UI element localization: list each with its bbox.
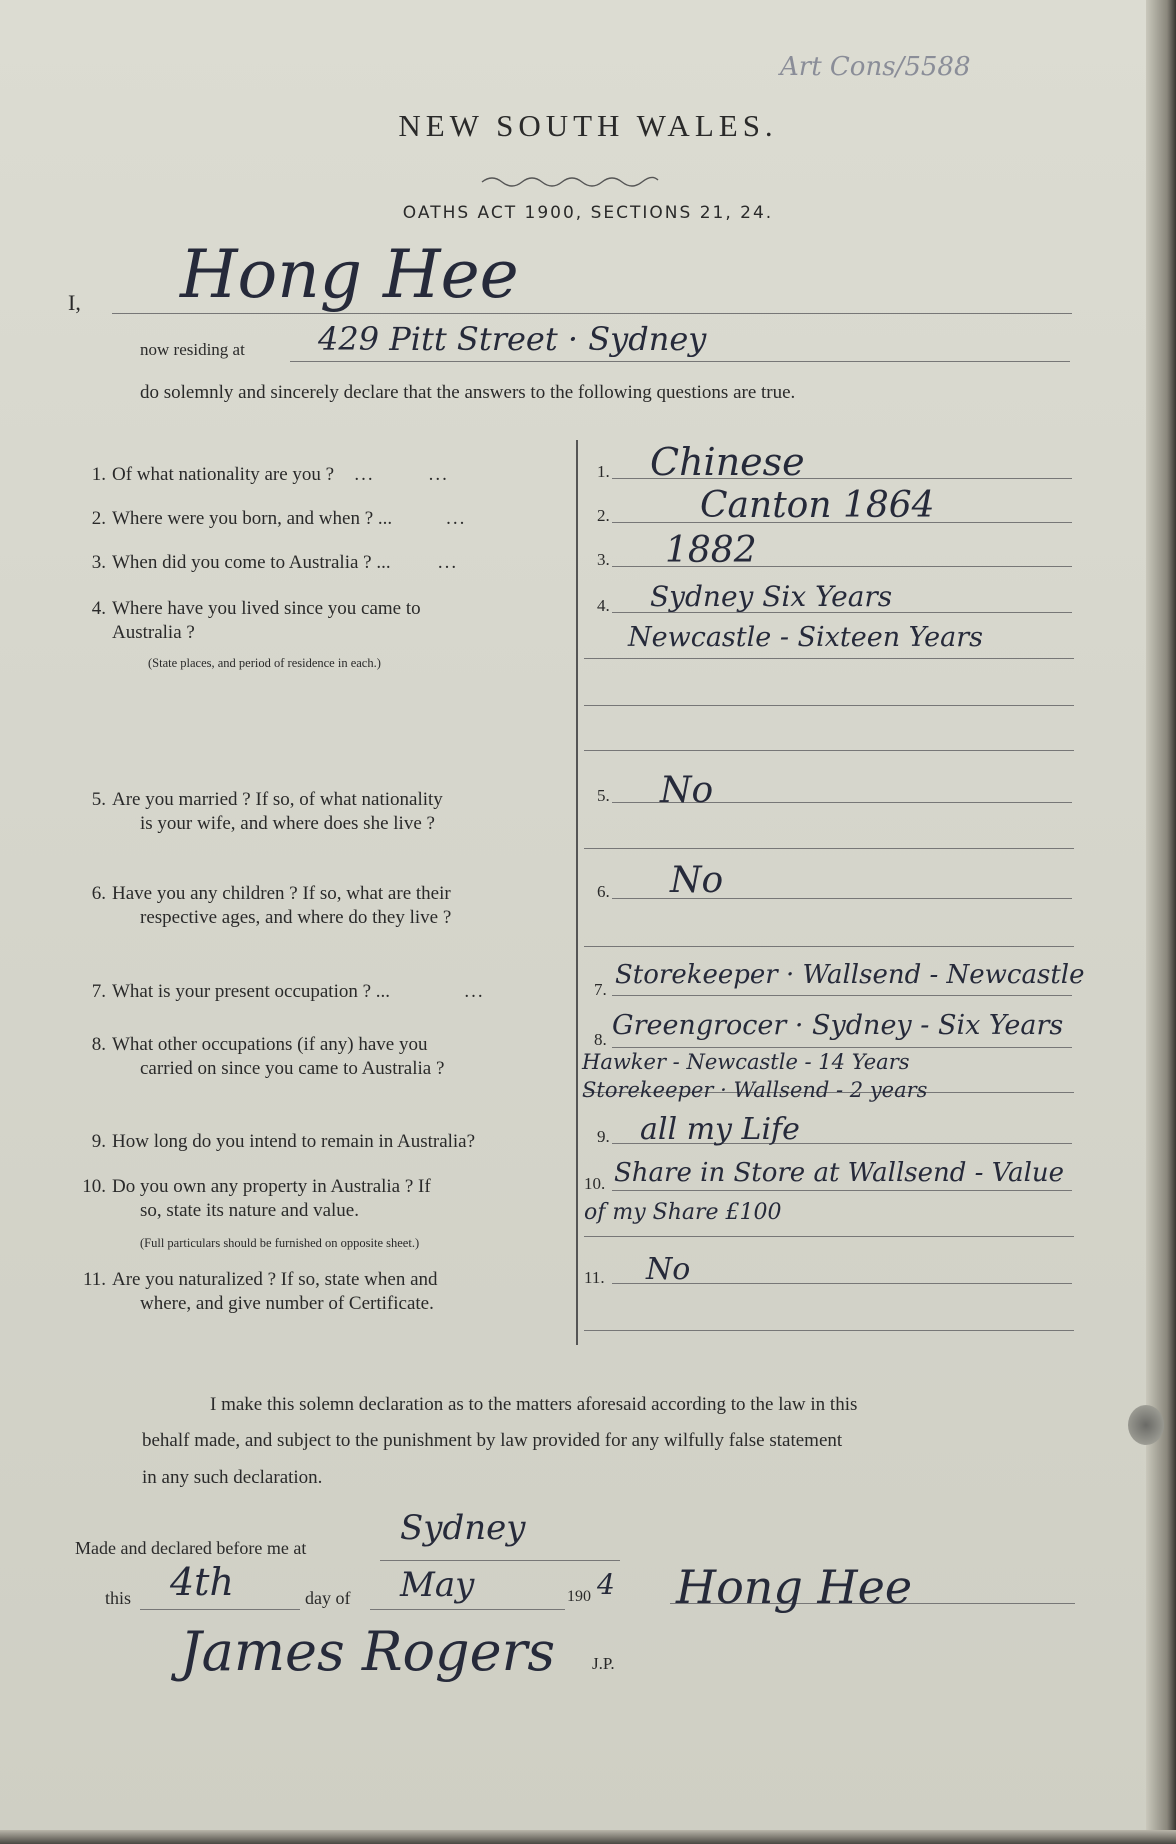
residence-value: 429 Pitt Street · Sydney [318, 320, 707, 358]
answer-7: Storekeeper · Wallsend - Newcastle [615, 960, 1085, 990]
question-9: 9. How long do you intend to remain in Australia? [91, 1131, 476, 1152]
answer-num-11: 11. [584, 1268, 605, 1287]
binding-hole [1128, 1405, 1164, 1445]
answer-line [584, 1236, 1074, 1237]
name-line [112, 313, 1072, 314]
question-8: 8. What other occupations (if any) have you carried on since you came to Australia ? [91, 1034, 445, 1079]
answer-11: No [646, 1252, 691, 1287]
subtitle: OATHS ACT 1900, SECTIONS 21, 24. [402, 203, 774, 223]
answer-line [612, 1047, 1072, 1048]
answer-9: all my Life [640, 1112, 800, 1147]
question-7: 7. What is your present occupation ? ... ... [91, 981, 485, 1002]
place-line [380, 1560, 620, 1561]
made-place: Sydney [400, 1508, 526, 1548]
answer-num-2: 2. [597, 506, 610, 525]
reference-note: Art Cons/5588 [780, 52, 971, 82]
made-day: 4th [170, 1560, 234, 1604]
column-divider [576, 440, 578, 1345]
answer-8-line-2: Hawker - Newcastle - 14 Years [582, 1050, 910, 1074]
answer-num-7: 7. [594, 980, 607, 999]
question-5: 5. Are you married ? If so, of what nationality is your wife, and where does she live ? [91, 789, 443, 834]
paper-bottom-edge [0, 1830, 1176, 1844]
jp-signature: James Rogers [180, 1620, 556, 1683]
declarant-name: Hong Hee [180, 236, 519, 313]
answer-10-line-1: Share in Store at Wallsend - Value [614, 1158, 1065, 1188]
question-1: 1. Of what nationality are you ? ... ... [91, 464, 449, 485]
made-label: Made and declared before me at [75, 1538, 307, 1558]
answer-8-line-1: Greengrocer · Sydney - Six Years [612, 1010, 1064, 1041]
answer-line [584, 750, 1074, 751]
answer-6: No [670, 860, 724, 901]
day-line [140, 1609, 300, 1610]
question-10: 10. Do you own any property in Australia ? If so, state its nature and value. (Full particulars should be furnished on opposite sheet.) [82, 1176, 431, 1250]
residence-label: now residing at [140, 340, 245, 359]
answer-num-3: 3. [597, 550, 610, 569]
answer-num-9: 9. [597, 1127, 610, 1146]
answer-line [612, 995, 1072, 996]
answer-num-5: 5. [597, 786, 610, 805]
answer-num-1: 1. [597, 462, 610, 481]
answer-line [612, 1190, 1072, 1191]
residence-line [290, 361, 1070, 362]
year-prefix: 190 [567, 1588, 591, 1605]
question-3: 3. When did you come to Australia ? ... ... [91, 552, 459, 573]
made-month: May [400, 1565, 475, 1605]
answer-num-6: 6. [597, 882, 610, 901]
answer-line [584, 848, 1074, 849]
answer-num-8: 8. [594, 1030, 607, 1049]
question-11: 11. Are you naturalized ? If so, state when and where, and give number of Certificate. [82, 1269, 438, 1314]
answer-5: No [660, 770, 714, 811]
this-label: this [105, 1588, 132, 1608]
declaration-line-1: I make this solemn declaration as to the matters aforesaid according to the law in this [210, 1394, 858, 1415]
answer-line [584, 946, 1074, 947]
intro-text: do solemnly and sincerely declare that the answers to the following questions are true. [140, 382, 796, 403]
page-title: NEW SOUTH WALES. [398, 108, 778, 143]
declarant-prefix: I, [68, 290, 81, 315]
answer-line [584, 1330, 1074, 1331]
answer-2: Canton 1864 [700, 485, 935, 526]
answer-8-line-3: Storekeeper · Wallsend - 2 years [582, 1078, 928, 1102]
question-4: 4. Where have you lived since you came to Australia ? (State places, and period of residence in each.) [91, 598, 421, 670]
paper-edge-shadow [1146, 0, 1176, 1844]
month-line [370, 1609, 565, 1610]
answer-10-line-2: of my Share £100 [584, 1200, 782, 1225]
answer-num-4: 4. [597, 596, 610, 615]
declarant-signature: Hong Hee [676, 1560, 913, 1614]
question-2: 2. Where were you born, and when ? ... ... [91, 508, 467, 529]
day-of-label: day of [305, 1588, 351, 1608]
answer-4-line-2: Newcastle - Sixteen Years [628, 622, 983, 653]
declaration-line-2: behalf made, and subject to the punishment by law provided for any wilfully false statement [142, 1430, 843, 1451]
answer-1: Chinese [650, 440, 805, 484]
answer-3: 1882 [665, 530, 757, 571]
title-flourish [480, 172, 660, 188]
year-suffix: 4 [597, 1568, 615, 1601]
answer-line [584, 658, 1074, 659]
answer-line [584, 705, 1074, 706]
question-6: 6. Have you any children ? If so, what are their respective ages, and where do they live ? [91, 883, 452, 928]
declaration-line-3: in any such declaration. [142, 1467, 323, 1488]
jp-label: J.P. [592, 1654, 615, 1673]
answer-4-line-1: Sydney Six Years [650, 580, 893, 613]
answer-num-10: 10. [584, 1174, 606, 1193]
